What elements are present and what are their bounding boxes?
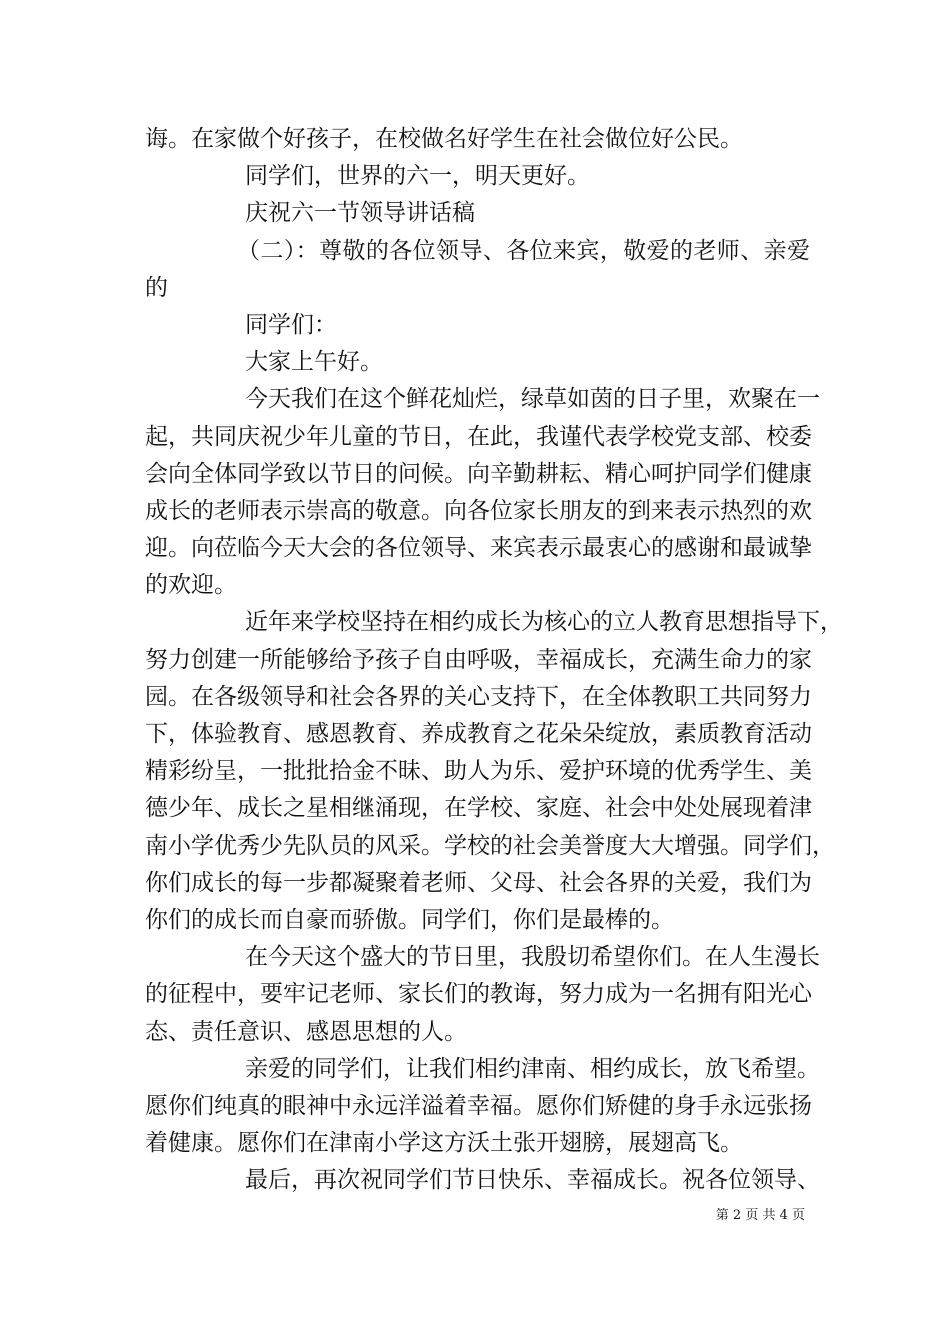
text-line: 南小学优秀少先队员的风采。学校的社会美誉度大大增强。同学们， xyxy=(145,832,835,859)
text-line: 同学们： xyxy=(245,311,337,338)
page-number: 第 2 页 共 4 页 xyxy=(715,1208,805,1223)
text-line: 态、责任意识、感恩思想的人。 xyxy=(145,1018,467,1045)
text-line: 最后，再次祝同学们节日快乐、幸福成长。祝各位领导、 xyxy=(245,1167,820,1194)
text-line: 成长的老师表示崇高的敬意。向各位家长朋友的到来表示热烈的欢 xyxy=(145,497,812,524)
text-line: 诲。在家做个好孩子，在校做名好学生在社会做位好公民。 xyxy=(145,126,743,152)
text-line: 的欢迎。 xyxy=(145,572,237,599)
text-line: 迎。向莅临今天大会的各位领导、来宾表示最衷心的感谢和最诚挚 xyxy=(145,535,812,562)
text-line: （二）：尊敬的各位领导、各位来宾，敬爱的老师、亲爱 xyxy=(237,237,810,264)
text-line: 近年来学校坚持在相约成长为核心的立人教育思想指导下， xyxy=(245,609,843,636)
text-line: 会向全体同学致以节日的问候。向辛勤耕耘、精心呵护同学们健康 xyxy=(145,460,812,487)
text-line: 德少年、成长之星相继涌现，在学校、家庭、社会中处处展现着津 xyxy=(145,795,812,822)
text-line: 下，体验教育、感恩教育、养成教育之花朵朵绽放，素质教育活动 xyxy=(145,721,812,747)
text-line: 努力创建一所能够给予孩子自由呼吸，幸福成长，充满生命力的家 xyxy=(145,646,812,673)
text-line: 园。在各级领导和社会各界的关心支持下，在全体教职工共同努力 xyxy=(145,683,812,710)
text-line: 同学们，世界的六一，明天更好。 xyxy=(245,163,590,190)
text-line: 在今天这个盛大的节日里，我殷切希望你们。在人生漫长 xyxy=(245,944,820,971)
text-line: 亲爱的同学们，让我们相约津南、相约成长，放飞希望。 xyxy=(245,1055,820,1082)
text-line: 你们的成长而自豪而骄傲。同学们，你们是最棒的。 xyxy=(145,906,674,933)
text-line: 的征程中，要牢记老师、家长们的教诲，努力成为一名拥有阳光心 xyxy=(145,981,812,1008)
text-line: 起，共同庆祝少年儿童的节日，在此，我谨代表学校党支部、校委 xyxy=(145,423,812,450)
text-line: 今天我们在这个鲜花灿烂，绿草如茵的日子里，欢聚在一 xyxy=(245,386,820,413)
text-line: 你们成长的每一步都凝聚着老师、父母、社会各界的关爱，我们为 xyxy=(145,869,812,896)
text-line: 愿你们纯真的眼神中永远洋溢着幸福。愿你们矫健的身手永远张扬 xyxy=(145,1092,812,1119)
text-line: 大家上午好。 xyxy=(245,349,383,376)
body-text xyxy=(145,121,843,1199)
text-line: 精彩纷呈，一批批拾金不昧、助人为乐、爱护环境的优秀学生、美 xyxy=(145,758,812,785)
text-line: 着健康。愿你们在津南小学这方沃土张开翅膀，展翅高飞。 xyxy=(145,1130,743,1157)
section-title: 庆祝六一节领导讲话稿 xyxy=(245,200,475,227)
text-line: 的 xyxy=(145,274,168,301)
